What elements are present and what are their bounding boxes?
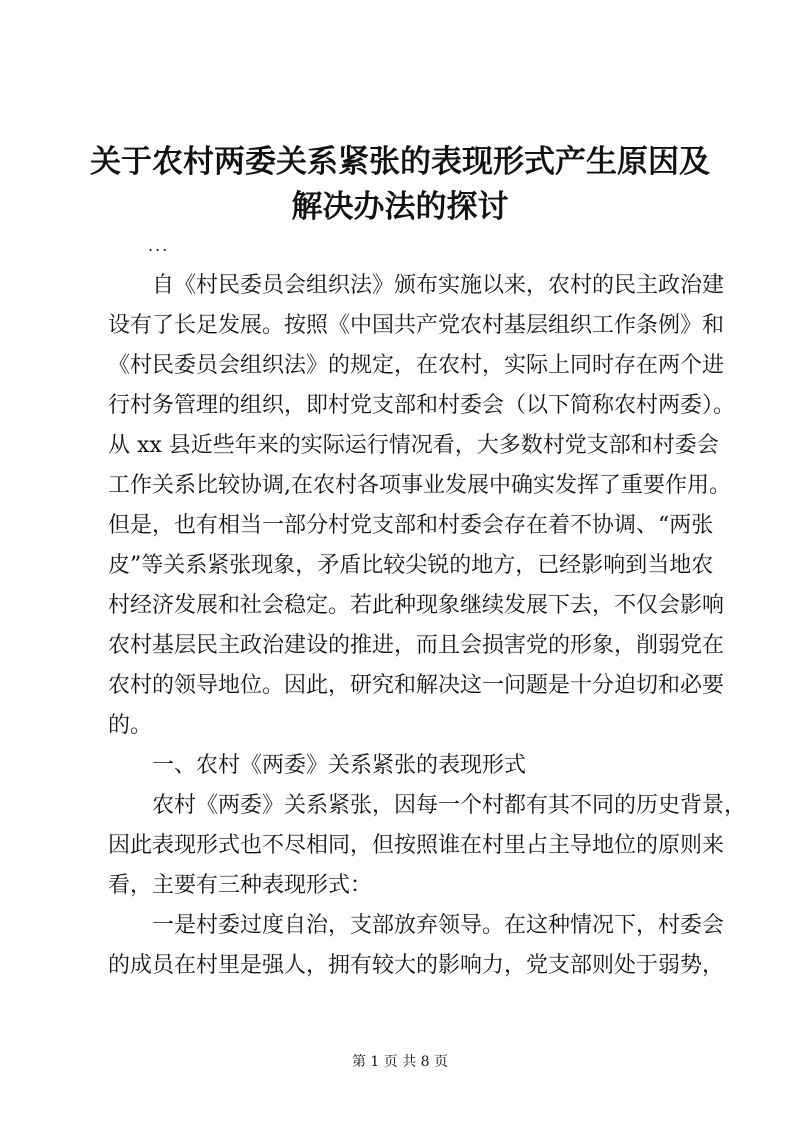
paragraph-line: 但是，也有相当一部分村党支部和村委会存在着不协调、“两张 <box>108 513 714 538</box>
paragraph-line: 农村《两委》关系紧张，因每一个村都有其不同的历史背景， <box>152 793 747 818</box>
paragraph-line: 的成员在村里是强人，拥有较大的影响力，党支部则处于弱势， <box>108 953 725 978</box>
paragraph-line: 农村基层民主政治建设的推进，而且会损害党的形象，削弱党在 <box>108 633 725 658</box>
paragraph-line: 从 xx 县近些年来的实际运行情况看，大多数村党支部和村委会 <box>108 433 719 458</box>
paragraph-line: 皮”等关系紧张现象，矛盾比较尖锐的地方，已经影响到当地农 <box>108 553 714 578</box>
document-body <box>108 266 747 986</box>
paragraph-line: 村经济发展和社会稳定。若此种现象继续发展下去，不仅会影响 <box>108 593 725 618</box>
paragraph-line: 因此表现形式也不尽相同，但按照谁在村里占主导地位的原则来 <box>108 833 725 858</box>
paragraph-line: 的。 <box>108 713 153 738</box>
paragraph-line: 工作关系比较协调,在农村各项事业发展中确实发挥了重要作用。 <box>108 473 731 498</box>
paragraph-intro <box>108 266 736 746</box>
paragraph-line: 农村的领导地位。因此，研究和解决这一问题是十分迫切和必要 <box>108 673 725 698</box>
paragraph-line: 自《村民委员会组织法》颁布实施以来，农村的民主政治建 <box>152 273 725 298</box>
paragraph-line: 看，主要有三种表现形式： <box>108 873 373 898</box>
page-footer: 第 1 页 共 8 页 <box>351 1054 449 1070</box>
paragraph-line: 设有了长足发展。按照《中国共产党农村基层组织工作条例》和 <box>108 313 725 338</box>
paragraph-line: 《村民委员会组织法》的规定，在农村，实际上同时存在两个进 <box>108 353 725 378</box>
title-line-1: 关于农村两委关系紧张的表现形式产生原因及 <box>90 144 710 180</box>
paragraph-forms <box>108 786 747 906</box>
document-title <box>80 140 720 230</box>
paragraph-line: 一是村委过度自治，支部放弃领导。在这种情况下，村委会 <box>152 913 725 938</box>
paragraph-line: 行村务管理的组织，即村党支部和村委会（以下简称农村两委）。 <box>108 393 736 418</box>
paragraph-form-one <box>108 906 725 986</box>
title-line-2: 解决办法的探讨 <box>291 189 509 225</box>
section-heading-text: 一、农村《两委》关系紧张的表现形式 <box>152 753 527 778</box>
ellipsis-marker: ... <box>148 236 170 255</box>
section-heading <box>108 746 718 786</box>
